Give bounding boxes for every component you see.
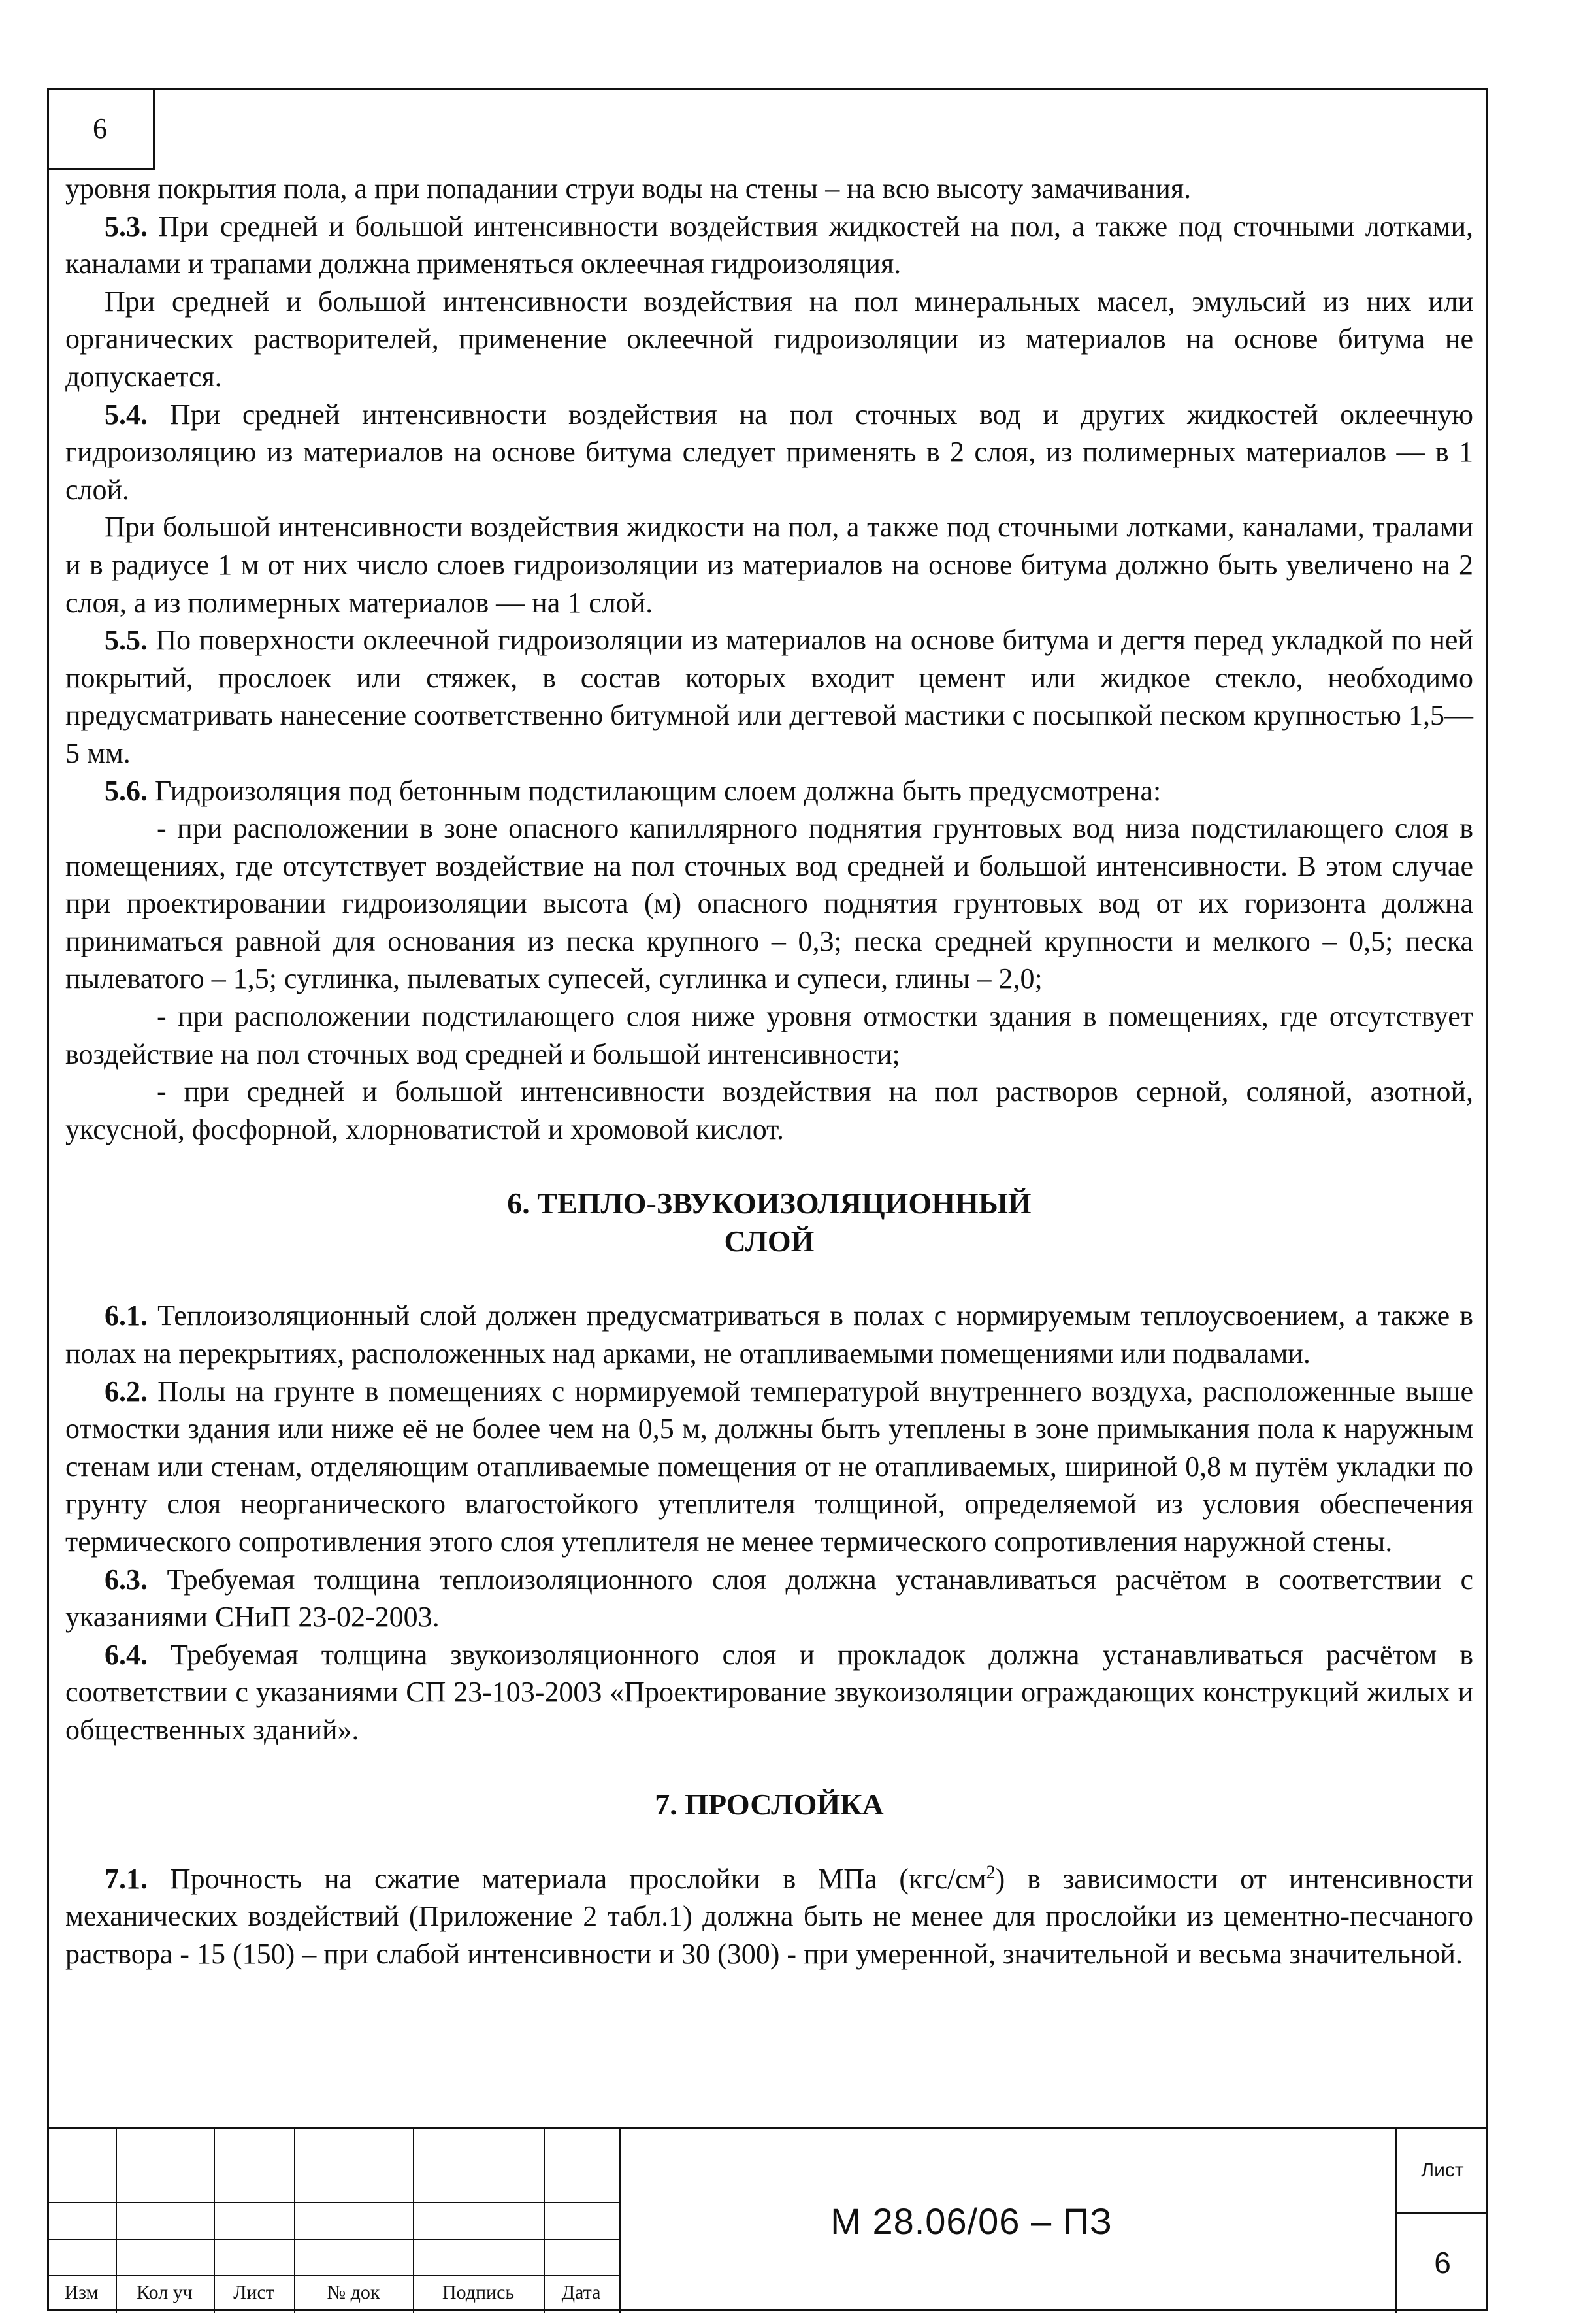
paragraph: При средней и большой интенсивности воздействия на пол минеральных масел, эмульсий из них или органических растворителей, применение оклеечной гидроизоляции из материалов на основе битума не допускается.	[65, 285, 1473, 393]
corner-page-number: 6	[47, 88, 155, 170]
sheet-label: Лист	[1397, 2129, 1488, 2214]
caption-date: Дата	[561, 2282, 601, 2303]
heading-line: 7. ПРОСЛОЙКА	[655, 1787, 884, 1821]
caption-izm: Изм	[64, 2282, 99, 2303]
sheet-number: 6	[1434, 2246, 1451, 2280]
clause-6-3: 6.3. Требуемая толщина теплоизоляционного слоя должна устанавливаться расчётом в соответствии с указаниями СНиП 23-02-2003.	[65, 1563, 1473, 1633]
title-block	[47, 2127, 1488, 2311]
list-item: - при расположении в зоне опасного капиллярного поднятия грунтовых вод низа подстилающего слоя в помещениях, где отсутствует воздействие на пол сточных вод средней и большой интенсивности. В этом случае при проектировании гидроизоляции высота (м) опасного поднятия грунтовых вод от их горизонта должна приниматься равной для основания из песка крупного – 0,3; песка средней крупности и мелкого – 0,5; песка пылеватого – 1,5; суглинка, пылеватых супесей, суглинка и супеси, глины – 2,0;	[65, 812, 1473, 995]
heading-line: СЛОЙ	[724, 1224, 815, 1258]
section-heading-6	[65, 1185, 1473, 1260]
clause-6-1: 6.1. Теплоизоляционный слой должен предусматриваться в полах с нормируемым теплоусвоением, а также в полах на перекрытиях, расположенных над арками, не отапливаемыми помещениями или подвалами.	[65, 1300, 1473, 1370]
caption-kol-uch: Кол уч	[137, 2282, 193, 2303]
list-item: - при средней и большой интенсивности воздействия на пол растворов серной, соляной, азотной, уксусной, фосфорной, хлорноватистой и хромовой кислот.	[65, 1075, 1473, 1145]
document-code: М 28.06/06 – ПЗ	[830, 2200, 1113, 2242]
clause-5-5: 5.5. По поверхности оклеечной гидроизоляции из материалов на основе битума и дегтя перед укладкой по ней покрытий, прослоек или стяжек, в состав которых входит цемент или жидкое стекло, необходимо предусматривать нанесение соответственно битумной или дегтевой мастики с посыпкой песком крупностью 1,5—5 мм.	[65, 624, 1473, 769]
clause-5-6: 5.6. Гидроизоляция под бетонным подстилающим слоем должна быть предусмотрена:	[105, 774, 1162, 807]
heading-line: 6. ТЕПЛО-ЗВУКОИЗОЛЯЦИОННЫЙ	[507, 1187, 1032, 1221]
caption-doc-number: № док	[327, 2282, 380, 2303]
clause-5-4: 5.4. При средней интенсивности воздействия на пол сточных вод и других жидкостей оклеечную гидроизоляцию из материалов на основе битума следует применять в 2 слоя, из полимерных материалов — в 1 слой.	[65, 398, 1473, 506]
clause-5-3: 5.3. При средней и большой интенсивности воздействия жидкостей на пол, а также под сточными лотками, каналами и трапами должна применяться оклеечная гидроизоляция.	[65, 210, 1473, 280]
caption-list: Лист	[233, 2282, 274, 2303]
list-item: - при расположении подстилающего слоя ниже уровня отмостки здания в помещениях, где отсутствует воздействие на пол сточных вод средней и большой интенсивности;	[65, 1000, 1473, 1070]
sheet-box	[1395, 2129, 1488, 2313]
section-heading-7	[65, 1786, 1473, 1824]
caption-signature: Подпись	[442, 2282, 515, 2303]
clause-6-4: 6.4. Требуемая толщина звукоизоляционного слоя и прокладок должна устанавливаться расчётом в соответствии с указаниями СП 23-103-2003 «Проектирование звукоизоляции ограждающих конструкций жилых и общественных зданий».	[65, 1638, 1473, 1746]
document-body	[65, 170, 1473, 1973]
paragraph: При большой интенсивности воздействия жидкости на пол, а также под сточными лотками, каналами, тралами и в радиусе 1 м от них число слоев гидроизоляции из материалов на основе битума должно быть увеличено на 2 слоя, а из полимерных материалов — на 1 слой.	[65, 511, 1473, 619]
revision-grid	[47, 2129, 619, 2313]
clause-7-1: 7.1. Прочность на сжатие материала прослойки в МПа $(кгс/см^2)$ в зависимости от интенсивности механических воздействий (Приложение 2 табл.1) должна быть не менее для прослойки из цементно-песчаного раствора - 15 (150) – при слабой интенсивности и 30 (300) - при умеренной, значительной и весьма значительной.	[65, 1862, 1473, 1970]
clause-6-2: 6.2. Полы на грунте в помещениях с нормируемой температурой внутреннего воздуха, расположенные выше отмостки здания или ниже её не более чем на 0,5 м, должны быть утеплены в зоне примыкания пола к наружным стенам или стенам, отделяющим отапливаемые помещения от не отапливаемых, шириной 0,8 м путём укладки по грунту слоя неорганического влагостойкого утеплителя толщиной, определяемой из условия обеспечения термического сопротивления этого слоя утеплителя не менее термического сопротивления наружной стены.	[65, 1375, 1473, 1558]
paragraph-continuation: уровня покрытия пола, а при попадании струи воды на стены – на всю высоту замачивания.	[65, 172, 1192, 205]
